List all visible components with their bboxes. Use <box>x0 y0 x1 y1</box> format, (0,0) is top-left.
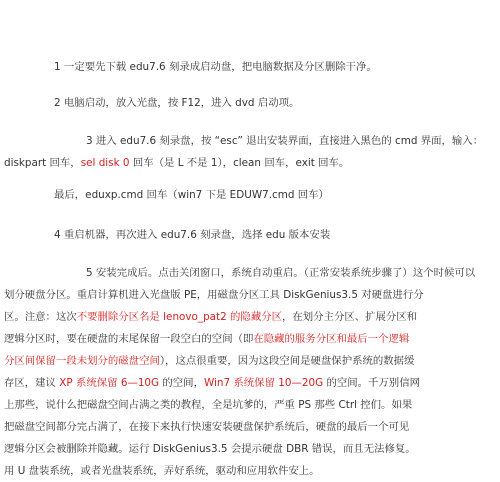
step-3-sel-disk-highlight: sel disk 0 <box>80 157 130 169</box>
step-4-paragraph <box>54 224 484 246</box>
step-5-reserve-space-highlight-2: 分区间保留一段未划分的磁盘空间 <box>4 355 160 367</box>
step-5-line-4-a: 逻辑分区时，要在硬盘的末尾保留一段空白的空间（即 <box>4 333 254 345</box>
final-command-paragraph <box>54 184 484 206</box>
step-3-clean-exit-text: 回车（是 L 不是 1），clean 回车，exit 回车。 <box>129 157 350 169</box>
step-5-hidden-partition-warning: 不要删除分区名是 lenovo_pat2 的隐藏分区 <box>76 311 282 323</box>
step-5-line-7: 上那些，说什么把磁盘空间占满之类的教程，全是坑爹的，严重 PS 那些 Ctrl 控们。如果 <box>4 399 413 411</box>
step-5-line-6-a: 存区，建议 <box>4 377 60 389</box>
step-3-diskpart-text: diskpart 回车， <box>4 157 81 169</box>
step-5-xp-reserve-highlight: XP 系统保留 6—10G <box>59 377 160 389</box>
step-5-line-1: 5 安装完成后。点击关闭窗口，系统自动重启。（正常安装系统步骤了）这个时候可以 <box>86 267 476 279</box>
final-command-text: 最后，eduxp.cmd 回车（win7 下是 EDUW7.cmd 回车） <box>54 189 329 201</box>
step-2-text: 2 电脑启动，放入光盘，按 F12，进入 dvd 启动项。 <box>54 97 300 109</box>
step-5-reserve-space-highlight-1: 在隐藏的服务分区和最后一个逻辑 <box>253 333 410 345</box>
step-3-line-1: 3 进入 edu7.6 刻录盘，按 “esc” 退出安装界面，直接进入黑色的 cmd 界面，输入： <box>86 135 484 147</box>
step-3-paragraph <box>4 130 484 174</box>
step-5-line-3-b: ，在划分主分区、扩展分区和 <box>282 311 418 323</box>
step-5-line-10: 用 U 盘装系统，或者光盘装系统，弄好系统，驱动和应用软件安上。 <box>4 465 320 477</box>
step-5-line-6-c: 的空间。千万别信网 <box>323 377 420 389</box>
step-1-text: 1 一定要先下载 edu7.6 刻录成启动盘，把电脑数据及分区删除干净。 <box>54 61 377 73</box>
step-5-line-9: 逻辑分区会被删除并隐藏。运行 DiskGenius3.5 会提示硬盘 DBR 错误，而且无法修复。 <box>4 443 416 455</box>
step-5-line-6-b: 的空间， <box>159 377 204 389</box>
step-5-paragraph <box>4 262 484 482</box>
step-5-win7-reserve-highlight: Win7 系统保留 10—20G <box>203 377 324 389</box>
step-5-line-5-b: ），这点很重要，因为这段空间是硬盘保护系统的数据缓 <box>159 355 415 367</box>
step-5-line-8: 把磁盘空间都分完占满了，在接下来执行快速安装硬盘保护系统后，硬盘的最后一个可见 <box>4 421 410 433</box>
step-5-line-3-a: 区。注意：这次 <box>4 311 77 323</box>
step-1-paragraph <box>54 56 484 78</box>
step-4-text: 4 重启机器，再次进入 edu7.6 刻录盘，选择 edu 版本安装 <box>54 229 331 241</box>
step-5-line-2: 划分硬盘分区。重启计算机进入光盘版 PE，用磁盘分区工具 DiskGenius3.5 对硬盘进行分 <box>4 289 424 301</box>
step-2-paragraph <box>54 92 484 114</box>
